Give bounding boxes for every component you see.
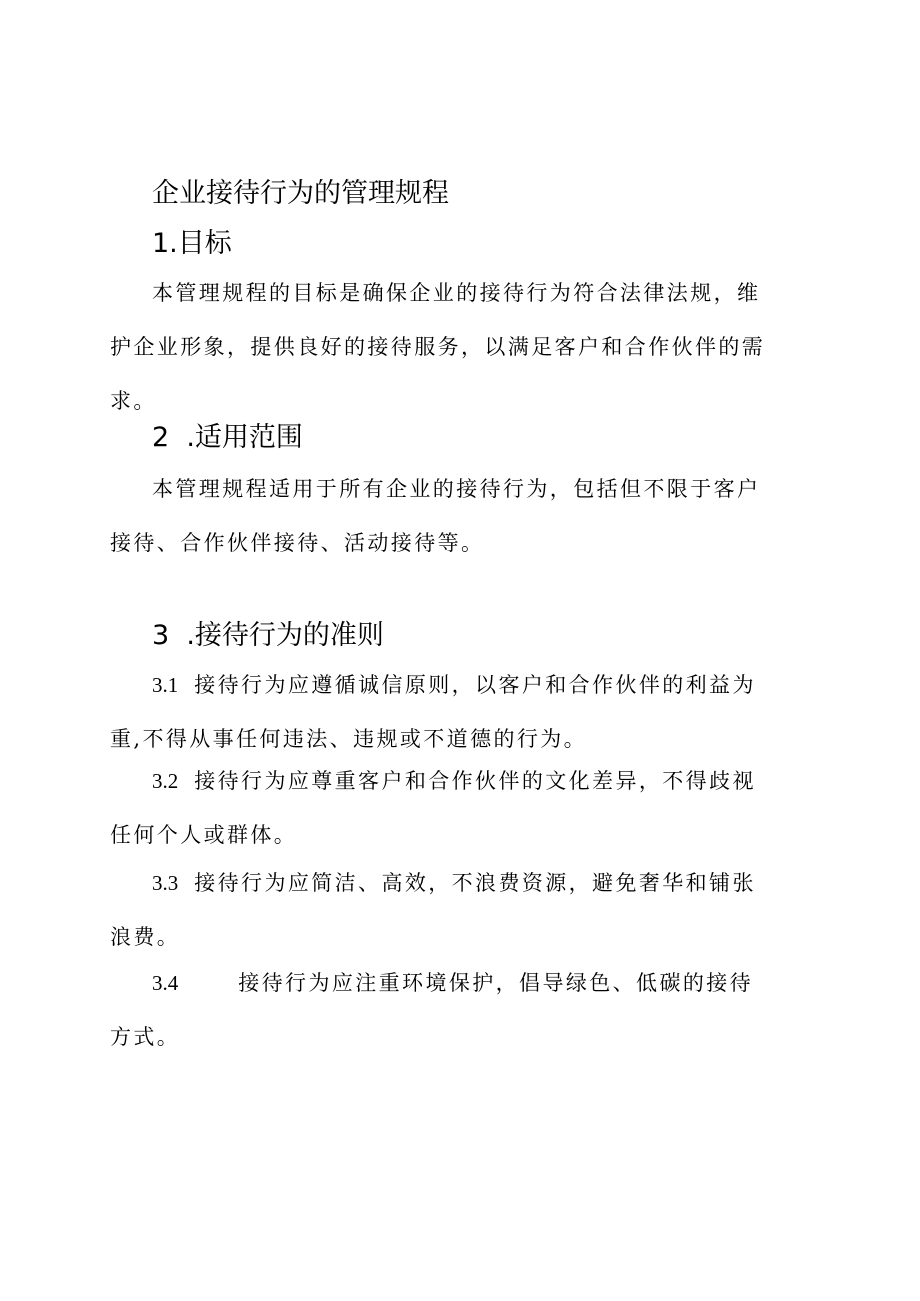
principle-number: 3.1 [152, 673, 179, 697]
principle-number: 3.3 [152, 871, 179, 895]
principle-text: 接待行为应遵循诚信原则，以客户和合作伙伴的利益为重,不得从事任何违法、违规或不道德的行为。 [110, 673, 756, 751]
principle-text: 接待行为应尊重客户和合作伙伴的文化差异，不得歧视任何个人或群体。 [110, 769, 756, 847]
principle-number: 3.2 [152, 769, 179, 793]
section-body-goal-text: 本管理规程的目标是确保企业的接待行为符合法律法规，维护企业形象，提供良好的接待服务，以满足客户和合作伙伴的需求。 [110, 281, 766, 413]
principle-text: 接待行为应注重环境保护，倡导绿色、低碳的接待方式。 [110, 971, 754, 1049]
principle-number: 3.4 [152, 971, 179, 995]
principle-item [110, 658, 776, 766]
section-body-scope [110, 462, 776, 570]
section-heading-principles: 3 .接待行为的准则 [152, 620, 384, 651]
principle-item [110, 754, 776, 862]
principle-item [110, 956, 776, 1064]
section-body-scope-text: 本管理规程适用于所有企业的接待行为，包括但不限于客户接待、合作伙伴接待、活动接待等。 [110, 477, 761, 555]
section-heading-goal: 1.目标 [152, 228, 232, 259]
principle-item [110, 856, 776, 964]
document-title: 企业接待行为的管理规程 [152, 178, 449, 209]
section-body-goal [110, 266, 776, 428]
principle-text: 接待行为应简洁、高效，不浪费资源，避免奢华和铺张浪费。 [110, 871, 756, 949]
section-heading-scope: 2 .适用范围 [152, 422, 303, 453]
